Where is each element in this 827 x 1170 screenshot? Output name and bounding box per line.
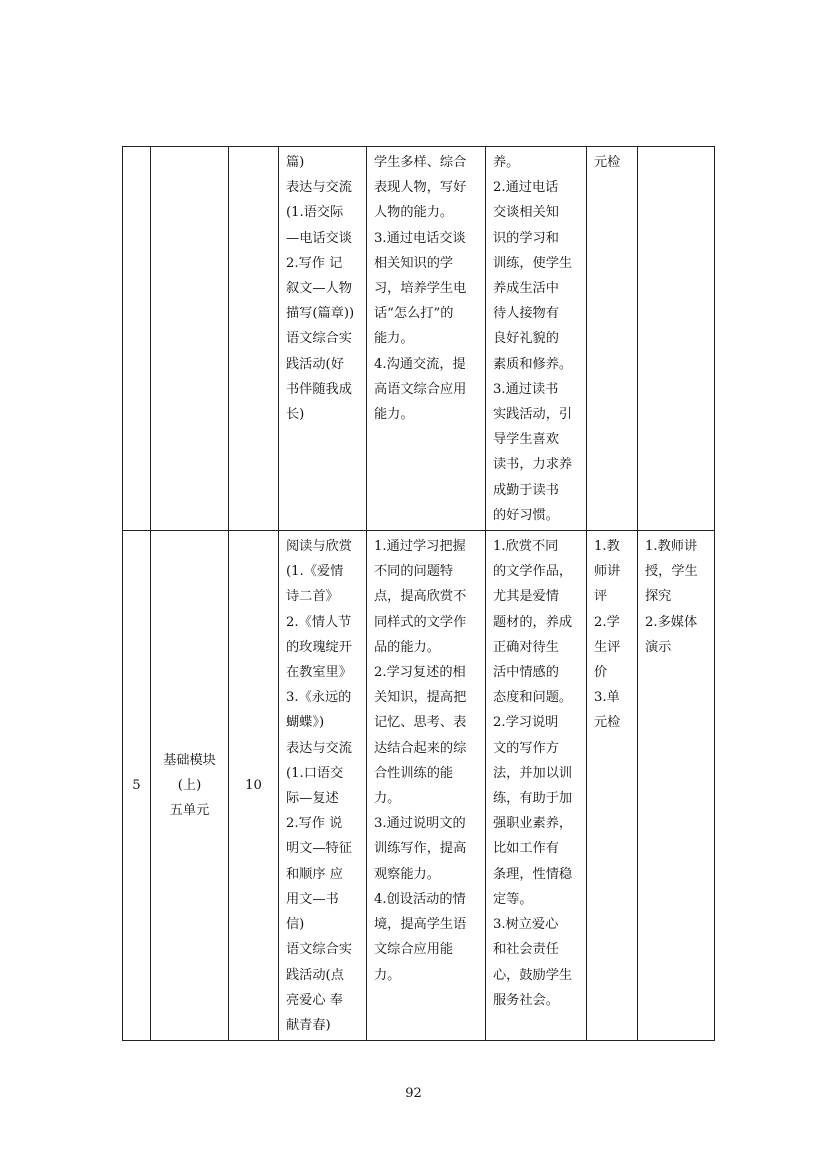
cell-seq — [123, 531, 151, 1041]
cell-line: 描写(篇章)) — [286, 306, 355, 322]
cell-line: 表现人物，写好 — [374, 180, 467, 196]
cell-line: 3.通过电话交谈 — [374, 230, 466, 246]
cell-line: 成勤于读书 — [493, 482, 559, 498]
cell-line: 力。 — [374, 967, 401, 983]
cell-line: 语文综合实 — [286, 331, 352, 347]
cell-line: 探究 — [645, 589, 672, 605]
cell-line: 4.创设活动的情 — [374, 891, 466, 907]
cell-goals — [367, 147, 486, 531]
cell-line: 养。 — [493, 155, 520, 170]
cell-line: 心，鼓励学生 — [493, 967, 573, 983]
cell-line: 2.写作 说 — [286, 816, 343, 832]
cell-line: 的玫瑰绽开 — [286, 639, 352, 655]
cell-line: 练，有助于加 — [493, 791, 573, 807]
cell-line: 高语文综合应用 — [374, 381, 467, 397]
cell-line: 力。 — [374, 791, 401, 807]
cell-hours — [229, 147, 279, 531]
cell-line: 践活动(点 — [286, 967, 344, 983]
cell-line: 训练写作，提高 — [374, 841, 467, 857]
cell-assessment — [587, 531, 638, 1041]
cell-line: 语文综合实 — [286, 942, 352, 958]
cell-line: 习，培养学生电 — [374, 281, 467, 297]
cell-line: 2.多媒体 — [645, 614, 698, 630]
cell-line: 际—复述 — [286, 791, 339, 807]
cell-line: 明文—特征 — [286, 841, 352, 857]
cell-line: 3.《永远的 — [286, 690, 352, 706]
cell-line: 演示 — [645, 639, 672, 655]
cell-line: 2.《情人节 — [286, 614, 352, 630]
cell-line: 元检 — [594, 715, 621, 731]
lesson-plan-table — [122, 146, 715, 1041]
cell-line: 3.通过说明文的 — [374, 816, 466, 832]
cell-line: 评 — [594, 589, 608, 605]
cell-line: 3.单 — [594, 690, 620, 706]
cell-line: 和顺序 应 — [286, 866, 343, 882]
cell-line: 记忆、思考、表 — [374, 715, 467, 731]
cell-line: 点，提高欣赏不 — [374, 589, 467, 605]
cell-line: 合性训练的能 — [374, 765, 454, 781]
cell-assessment — [587, 147, 638, 531]
cell-line: 用文—书 — [286, 891, 339, 907]
table-row — [123, 147, 715, 531]
cell-line: 导学生喜欢 — [493, 432, 559, 448]
cell-line: (1.语交际 — [286, 205, 344, 221]
cell-line: 定等。 — [493, 891, 533, 907]
cell-line: (1.《爱情 — [286, 564, 344, 580]
cell-line: 态度和问题。 — [493, 690, 573, 706]
cell-line: 识的学习和 — [493, 230, 559, 246]
cell-line: 达结合起来的综 — [374, 740, 467, 756]
cell-line: 授，学生 — [645, 564, 698, 580]
cell-line: 1.教师讲 — [645, 539, 698, 555]
cell-line: 1.教 — [594, 539, 620, 555]
cell-line: 素质和修养。 — [493, 356, 573, 372]
cell-line: 在教室里》 — [286, 665, 352, 681]
cell-line: 服务社会。 — [493, 992, 559, 1008]
cell-line: 价 — [594, 665, 608, 681]
cell-line: 活中情感的 — [493, 665, 559, 681]
cell-methods — [638, 531, 715, 1041]
cell-line: 元检 — [594, 155, 621, 170]
cell-line: 2.学习复述的相 — [374, 665, 466, 681]
cell-line: 献青春) — [286, 1017, 331, 1033]
cell-quality — [486, 531, 587, 1041]
cell-line: 1.欣赏不同 — [493, 539, 559, 555]
cell-text: 5 — [132, 777, 141, 793]
cell-line: (1.口语交 — [286, 765, 344, 781]
cell-line: 正确对待生 — [493, 639, 559, 655]
cell-line: 读书，力求养 — [493, 457, 573, 473]
cell-line: 长) — [286, 407, 305, 423]
cell-line: 学生多样、综合 — [374, 155, 467, 170]
cell-line: 3.通过读书 — [493, 381, 559, 397]
cell-line: 能力。 — [374, 331, 414, 347]
table-row — [123, 531, 715, 1041]
cell-line: 法，并加以训 — [493, 765, 573, 781]
cell-line: 人物的能力。 — [374, 205, 454, 221]
cell-line: 2.通过电话 — [493, 180, 559, 196]
cell-line: 不同的问题特 — [374, 564, 454, 580]
cell-line: 基础模块 — [163, 752, 216, 768]
cell-line: 亮爱心 奉 — [286, 992, 343, 1008]
cell-line: 4.沟通交流，提 — [374, 356, 466, 372]
cell-line: 师讲 — [594, 564, 621, 580]
cell-line: 能力。 — [374, 407, 414, 423]
cell-line: 五单元 — [169, 803, 210, 819]
cell-methods — [638, 147, 715, 531]
cell-line: 观察能力。 — [374, 866, 440, 882]
cell-line: 同样式的文学作 — [374, 614, 467, 630]
cell-line: 表达与交流 — [286, 180, 352, 196]
cell-line: 表达与交流 — [286, 740, 352, 756]
cell-line: 和社会责任 — [493, 942, 559, 958]
cell-line: 践活动(好 — [286, 356, 344, 372]
cell-module — [151, 531, 229, 1041]
table-body — [123, 147, 715, 1041]
cell-line: 话“怎么打”的 — [374, 306, 454, 322]
cell-content — [279, 147, 367, 531]
cell-line: (上) — [177, 777, 202, 793]
cell-line: 3.树立爱心 — [493, 917, 559, 933]
cell-line: 相关知识的学 — [374, 255, 454, 271]
cell-line: 尤其是爱情 — [493, 589, 559, 605]
cell-line: 强职业素养， — [493, 816, 573, 832]
cell-line: 阅读与欣赏 — [286, 539, 352, 555]
cell-line: 诗二首》 — [286, 589, 339, 605]
cell-line: 条理，性情稳 — [493, 866, 573, 882]
cell-line: 2.写作 记 — [286, 255, 343, 271]
cell-line: 的好习惯。 — [493, 507, 559, 523]
cell-line: 文的写作方 — [493, 740, 559, 756]
cell-line: 2.学习说明 — [493, 715, 559, 731]
cell-line: —电话交谈 — [286, 230, 352, 246]
page-number: 92 — [405, 1086, 422, 1101]
cell-goals — [367, 531, 486, 1041]
cell-text: 10 — [245, 777, 262, 793]
cell-line: 题材的，养成 — [493, 614, 573, 630]
cell-content — [279, 531, 367, 1041]
cell-line: 蝴蝶》) — [286, 715, 325, 731]
cell-seq — [123, 147, 151, 531]
cell-line: 关知识，提高把 — [374, 690, 467, 706]
cell-line: 2.学 — [594, 614, 620, 630]
cell-line: 1.通过学习把握 — [374, 539, 466, 555]
cell-line: 良好礼貌的 — [493, 331, 559, 347]
cell-line: 篇) — [286, 155, 305, 170]
cell-line: 生评 — [594, 639, 621, 655]
cell-hours — [229, 531, 279, 1041]
cell-line: 信) — [286, 917, 305, 933]
cell-line: 品的能力。 — [374, 639, 440, 655]
cell-line: 叙文—人物 — [286, 281, 352, 297]
cell-line: 训练，使学生 — [493, 255, 573, 271]
cell-line: 待人接物有 — [493, 306, 559, 322]
cell-line: 实践活动，引 — [493, 407, 573, 423]
cell-quality — [486, 147, 587, 531]
cell-line: 文综合应用能 — [374, 942, 454, 958]
cell-line: 境，提高学生语 — [374, 917, 467, 933]
cell-module — [151, 147, 229, 531]
cell-line: 养成生活中 — [493, 281, 559, 297]
cell-line: 交谈相关知 — [493, 205, 559, 221]
cell-line: 的文学作品， — [493, 564, 573, 580]
cell-line: 比如工作有 — [493, 841, 559, 857]
cell-line: 书伴随我成 — [286, 381, 352, 397]
